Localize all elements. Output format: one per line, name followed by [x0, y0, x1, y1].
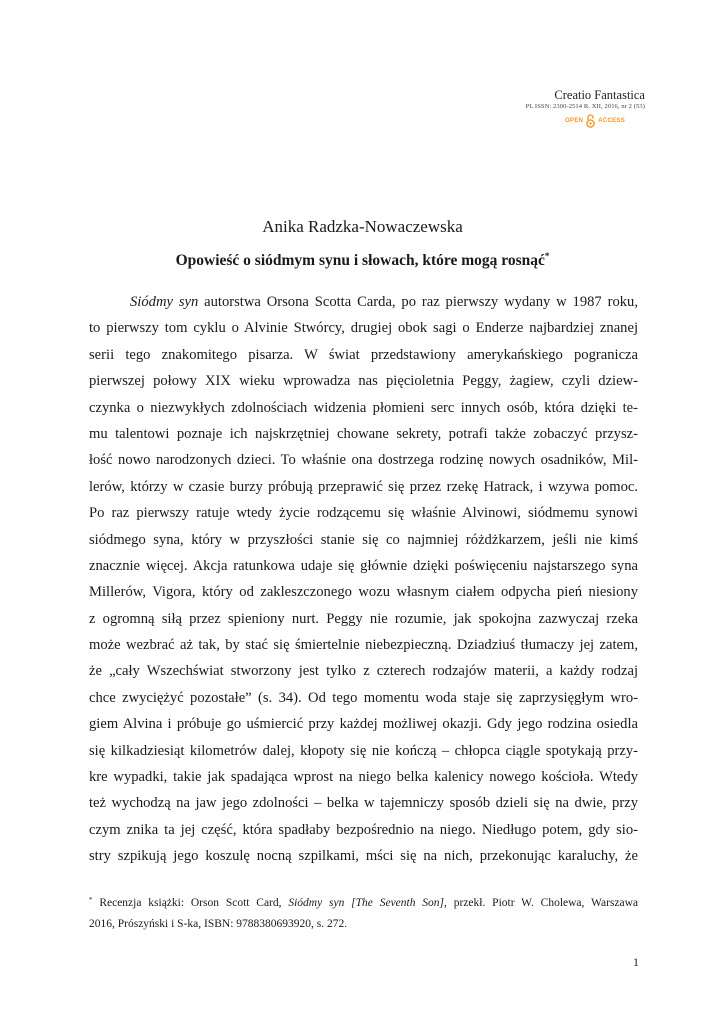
body-line-9: Po raz pierwszy ratuje wtedy życie rodzącemu się właśnie Alvinowi, siódmemu synowi [89, 505, 638, 522]
book-title-italic: Siódmy syn [130, 294, 199, 310]
journal-issn: PL ISSN: 2300-2514 R. XII, 2016, nr 2 (53) [525, 103, 645, 110]
open-access-label-left: OPEN [564, 118, 584, 124]
title-footnote-marker: * [544, 251, 550, 261]
open-access-lock-icon [586, 114, 595, 128]
body-line-14: może wezbrać aż tak, by stać się śmiertelnie niebezpieczną. Dziadziuś tłumaczy jej zatem, [89, 637, 638, 654]
open-access-badge [526, 114, 625, 128]
body-line-20: też wychodzą na jaw jego zdolności – belka w tajemniczy sposób dzieli się na dwie, przy [89, 795, 638, 812]
footnote-book-title: Siódmy syn [The Seventh Son] [288, 897, 445, 909]
body-line-19: kre wypadki, takie jak spadająca wprost na niego belka kalenicy nowego kościoła. Wtedy [89, 769, 638, 786]
journal-name: Creatio Fantastica [554, 88, 645, 102]
article-author: Anika Radzka-Nowaczewska [262, 217, 463, 236]
body-line-12: Millerów, Vigora, który od zakleszczonego wozu własnym ciałem odpycha pień niesiony [89, 584, 638, 601]
article-body [89, 289, 638, 870]
body-line-10: siódmego syna, który w przyszłości stanie się co najmniej różdżkarzem, jeśli nie kimś [89, 531, 638, 548]
body-line-18: się kilkadziesiąt kilometrów dalej, kłopoty się nie kończą – chłopca ciągle spotykają przy- [89, 742, 638, 759]
article-title [0, 246, 725, 271]
body-line-2: to pierwszy tom cyklu o Alvinie Stwórcy, drugiej obok sagi o Enderze najbardziej znanej [89, 320, 638, 337]
body-line-6: mu talentowi poznaje ich najskrzętniej chowane sekrety, potrafi także zobaczyć przysz- [89, 425, 638, 442]
body-line-13: z ogromną siłą przez spieniony nurt. Peggy nie rozumie, jak spokojna zazwyczaj rzeka [89, 610, 638, 627]
article-title-text: Opowieść o siódmym synu i słowach, które mogą rosnąć [175, 252, 545, 269]
body-line-3: serii tego znakomitego pisarza. W świat przedstawiony amerykańskiego pogranicza [89, 346, 638, 363]
body-line-22: stry szpikują jego koszulę nocną szpilkami, mści się na nich, przekonując karaluchy, że [89, 848, 638, 865]
footnote-line-2: 2016, Prószyński i S-ka, ISBN: 9788380693920, s. 272. [89, 918, 348, 930]
body-line-15: że „cały Wszechświat stworzony jest tylko z czterech rodzajów materii, a każdy rodzaj [89, 663, 638, 680]
body-line-17: giem Alvina i próbuje go uśmiercić przy każdej możliwej okazji. Gdy jego rodzina osiedla [89, 716, 638, 733]
open-access-label-right: ACCESS [598, 118, 625, 124]
body-line-21: czym znika ta jej część, która spadłaby bezpośrednio na niego. Niedługo potem, gdy sio- [89, 821, 638, 838]
body-line-5: czynka o niezwykłych zdolnościach widzenia płomieni serc innych osób, która dzięki te- [89, 399, 638, 416]
footnote-marker: * [89, 896, 93, 904]
body-line-16: chce zwyciężyć pozostałe” (s. 34). Od tego momentu woda staje się zaprzysięgłym wro- [89, 689, 638, 706]
body-line-11: znacznie więcej. Akcja ratunkowa udaje się głównie dzięki poświęceniu najstarszego syna [89, 557, 638, 574]
body-line-1: Siódmy syn autorstwa Orsona Scotta Carda, po raz pierwszy wydany w 1987 roku, [130, 294, 638, 310]
body-line-7: łość nowo narodzonych dzieci. To właśnie ona dostrzega rodzinę nowych osadników, Mil- [89, 452, 638, 469]
footnote [89, 890, 638, 935]
journal-header [526, 88, 645, 128]
body-line-4: pierwszej połowy XIX wieku wprowadza nas pięcioletnia Peggy, żagiew, czyli dziew- [89, 373, 638, 390]
body-line-8: lerów, którzy w czasie burzy próbują przeprawić się przez rzekę Hatrack, i wzywa pomoc. [89, 478, 638, 495]
footnote-line-1: * Recenzja książki: Orson Scott Card, Siódmy syn [The Seventh Son], przekł. Piotr W. Cholewa, Warszawa [89, 896, 638, 909]
page-number: 1 [633, 955, 639, 969]
